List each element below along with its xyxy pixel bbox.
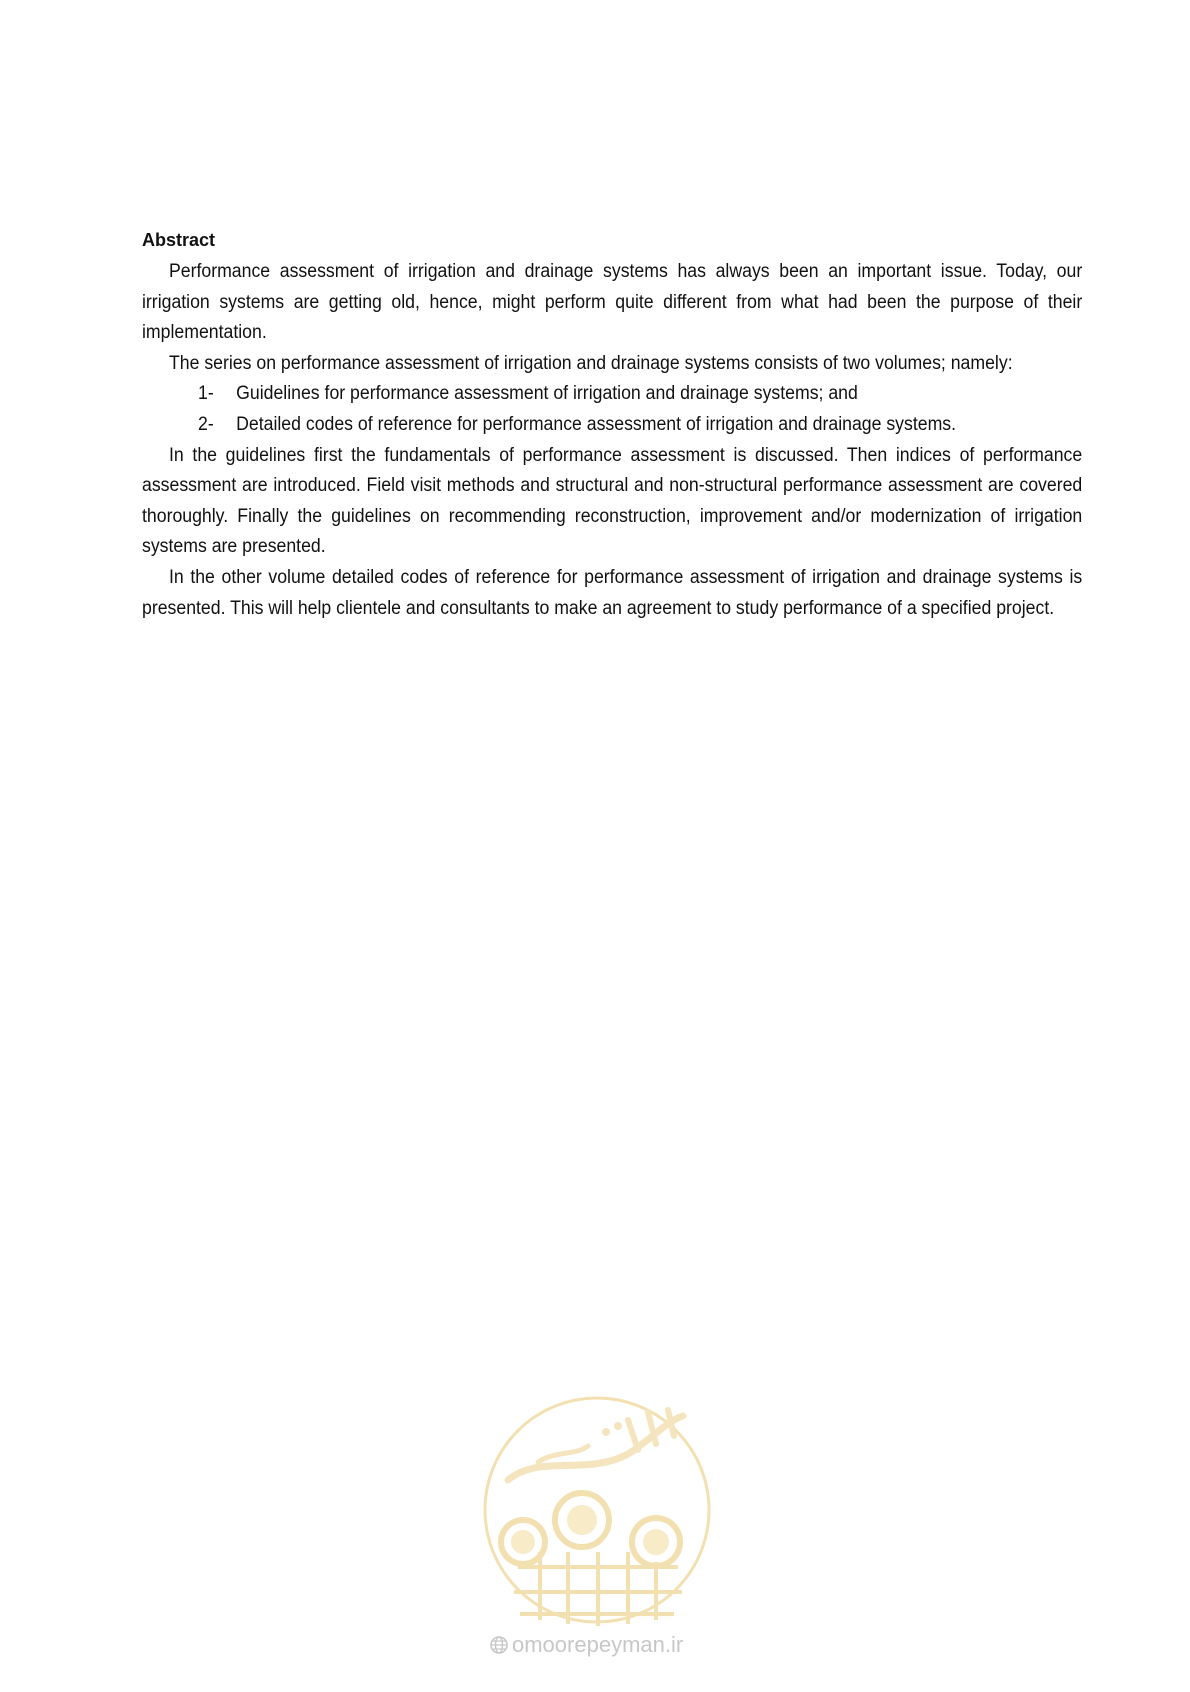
watermark-url-text: omoorepeyman.ir — [512, 1632, 684, 1657]
volume-list — [142, 379, 1082, 440]
abstract-heading: Abstract — [142, 230, 216, 250]
abstract-paragraph-1: Performance assessment of irrigation and drainage systems has always been an important issue. Today, our irrigation systems are getting old, hence, might perform quite different from what had been the purpose of their implementation. — [142, 261, 1083, 344]
abstract-paragraph-2: The series on performance assessment of irrigation and drainage systems consists of two volumes; namely: — [168, 352, 1013, 374]
abstract-paragraph-4: In the other volume detailed codes of reference for performance assessment of irrigation and drainage systems is presented. This will help clientele and consultants to make an agreement to study performance of a specified project. — [142, 566, 1083, 619]
list-item-text: Guidelines for performance assessment of irrigation and drainage systems; and — [236, 383, 858, 405]
list-item-number: 2- — [198, 413, 214, 435]
list-item-text: Detailed codes of reference for performance assessment of irrigation and drainage systems. — [236, 413, 957, 435]
list-item — [198, 379, 1020, 410]
abstract-paragraph-3: In the guidelines first the fundamentals of performance assessment is discussed. Then indices of performance assessment are introduced. Field visit methods and structural and non-structural performance assessment are covered thoroughly. Finally the guidelines on recommending reconstruction, improvement and/or modernization of irrigation systems are presented. — [142, 444, 1083, 558]
list-item-number: 1- — [198, 383, 214, 405]
abstract-section — [142, 226, 1082, 624]
globe-icon — [489, 1635, 509, 1655]
watermark-url — [489, 1632, 683, 1658]
list-item — [198, 410, 1020, 441]
